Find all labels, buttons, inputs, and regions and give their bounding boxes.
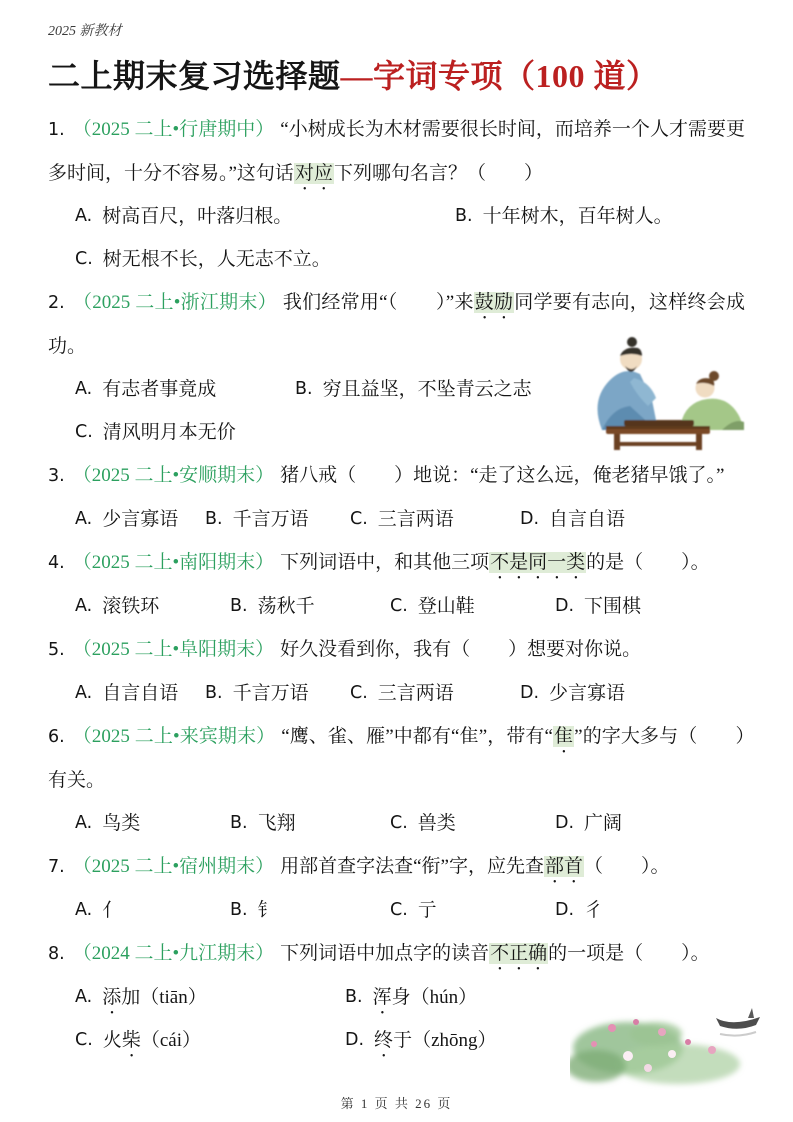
- question-text-segment: 下列词语中，和其他三项: [280, 551, 490, 573]
- question-5: [48, 628, 745, 715]
- option-key: D.: [555, 812, 575, 833]
- option-text: 千言万语: [232, 682, 309, 704]
- page-footer: 第 1 页 共 26 页: [340, 1096, 453, 1111]
- question-citation: （2025 二上•安顺期末）: [72, 464, 275, 486]
- option-c: [350, 498, 520, 541]
- option-text: 彳: [584, 899, 604, 921]
- highlighted-term: 隹: [553, 725, 574, 747]
- option-a: [75, 195, 455, 238]
- question-8-text: [48, 932, 745, 976]
- option-a: [75, 498, 205, 541]
- option-key: A.: [75, 508, 93, 529]
- question-2-text: [48, 281, 745, 368]
- option-key: A.: [75, 682, 93, 703]
- option-key: B.: [205, 682, 223, 703]
- question-number: 6.: [48, 726, 65, 747]
- question-5-options: [48, 672, 745, 715]
- option-key: B.: [230, 812, 248, 833]
- question-citation: （2025 二上•阜阳期末）: [72, 638, 275, 660]
- option-text: 自言自语: [549, 508, 626, 530]
- option-key: C.: [350, 508, 368, 529]
- option-b: [230, 802, 390, 845]
- option-text-segment: 于（zhōng）: [393, 1029, 497, 1051]
- option-text: 少言寡语: [549, 682, 626, 704]
- question-number: 2.: [48, 292, 65, 313]
- option-key: C.: [390, 595, 408, 616]
- question-2-options-row-2: [48, 411, 745, 454]
- option-text: 滚铁环: [102, 595, 160, 617]
- dotted-character: 添: [102, 986, 122, 1008]
- option-key: B.: [455, 205, 473, 226]
- title-main: 二上期末复习选择题: [48, 58, 341, 94]
- option-text: 广阔: [584, 812, 623, 834]
- question-text-segment: 下列词语中加点字的读音: [280, 942, 490, 964]
- option-b: [205, 672, 350, 715]
- title-accent: —字词专项（100 道）: [340, 58, 659, 94]
- option-key: C.: [350, 682, 368, 703]
- option-text: 少言寡语: [102, 508, 179, 530]
- option-text: [373, 976, 478, 1019]
- option-d: [520, 672, 625, 715]
- option-key: A.: [75, 205, 93, 226]
- option-text: 自言自语: [102, 682, 179, 704]
- question-4-options: [48, 585, 745, 628]
- option-text-segment: （cái）: [140, 1029, 201, 1051]
- question-6-options: [48, 802, 745, 845]
- highlighted-term: 不是同一类: [490, 551, 586, 573]
- option-c: [390, 585, 555, 628]
- question-8: [48, 932, 745, 1062]
- question-5-text: [48, 628, 745, 672]
- option-key: B.: [205, 508, 223, 529]
- question-8-options-row-2: [48, 1019, 745, 1062]
- option-text-segment: 加（tiān）: [121, 986, 207, 1008]
- edition-label: 2025 新教材: [48, 24, 122, 39]
- option-b: [295, 368, 532, 411]
- option-d: [345, 1019, 497, 1062]
- option-c: [350, 672, 520, 715]
- option-b: [345, 976, 477, 1019]
- option-key: A.: [75, 595, 93, 616]
- option-text: 下围棋: [584, 595, 642, 617]
- option-b: [205, 498, 350, 541]
- question-7-text: [48, 845, 745, 889]
- option-text: 三言两语: [377, 682, 454, 704]
- option-a: [75, 976, 345, 1019]
- question-8-options-row-1: [48, 976, 745, 1019]
- option-c: [75, 1019, 345, 1062]
- option-key: D.: [345, 1029, 365, 1050]
- option-text: 清风明月本无价: [102, 421, 236, 443]
- option-a: [75, 585, 230, 628]
- question-number: 7.: [48, 856, 65, 877]
- option-text-segment: 身（hún）: [391, 986, 478, 1008]
- option-key: A.: [75, 899, 93, 920]
- question-citation: （2025 二上•来宾期末）: [72, 725, 276, 747]
- dotted-character: 柴: [121, 1029, 141, 1051]
- option-text: 荡秋千: [257, 595, 315, 617]
- option-b: [230, 889, 390, 932]
- question-4: [48, 541, 745, 628]
- question-citation: （2025 二上•浙江期末）: [72, 291, 277, 313]
- option-text: [102, 976, 207, 1019]
- question-number: 8.: [48, 943, 65, 964]
- option-key: A.: [75, 378, 93, 399]
- option-key: C.: [390, 812, 408, 833]
- question-citation: （2025 二上•宿州期末）: [72, 855, 275, 877]
- option-text: 兽类: [417, 812, 456, 834]
- option-text: 穷且益坚，不坠青云之志: [322, 378, 532, 400]
- option-c: [75, 411, 236, 454]
- option-c: [75, 238, 331, 281]
- question-1-text: [48, 108, 745, 195]
- question-number: 5.: [48, 639, 65, 660]
- question-2-options-row-1: [48, 368, 745, 411]
- question-6-text: [48, 715, 745, 802]
- option-text: 鸟类: [102, 812, 141, 834]
- question-3-text: [48, 454, 745, 498]
- option-c: [390, 802, 555, 845]
- question-6: [48, 715, 745, 845]
- question-7: [48, 845, 745, 932]
- option-key: B.: [345, 986, 363, 1007]
- question-1-options-row-1: [48, 195, 745, 238]
- option-d: [520, 498, 625, 541]
- option-text: 树无根不长，人无志不立。: [102, 248, 331, 270]
- question-1: [48, 108, 745, 281]
- question-text-segment: “小树成长为木材需要很长时间，而培养一个人才需要更多时间，十分不容易。”这句话: [48, 118, 745, 184]
- option-text: 钅: [257, 899, 277, 921]
- question-4-text: [48, 541, 745, 585]
- page-title: [48, 56, 745, 98]
- option-d: [555, 802, 622, 845]
- question-7-options: [48, 889, 745, 932]
- question-3: [48, 454, 745, 541]
- option-key: B.: [295, 378, 313, 399]
- question-text-segment: 猪八戒（ ）地说：“走了这么远，俺老猪早饿了。”: [280, 464, 725, 486]
- option-key: D.: [520, 682, 540, 703]
- option-text: 亻: [102, 899, 122, 921]
- option-key: C.: [390, 899, 408, 920]
- option-key: A.: [75, 812, 93, 833]
- option-b: [455, 195, 673, 238]
- option-key: B.: [230, 595, 248, 616]
- option-a: [75, 368, 295, 411]
- question-text-segment: 的是（ ）。: [586, 551, 710, 573]
- option-key: C.: [75, 1029, 93, 1050]
- option-key: D.: [555, 595, 575, 616]
- question-text-segment: （ ）。: [584, 855, 670, 877]
- question-text-segment: “鹰、雀、雁”中都有“隹”，带有“: [281, 725, 553, 747]
- question-citation: （2024 二上•九江期末）: [72, 942, 275, 964]
- option-d: [555, 889, 603, 932]
- option-text: 飞翔: [257, 812, 296, 834]
- question-1-options-row-2: [48, 238, 745, 281]
- highlighted-term: 部首: [544, 855, 583, 877]
- dotted-character: 浑: [372, 986, 392, 1008]
- option-key: D.: [520, 508, 540, 529]
- option-c: [390, 889, 555, 932]
- option-key: C.: [75, 421, 93, 442]
- option-a: [75, 672, 205, 715]
- option-text: 三言两语: [377, 508, 454, 530]
- option-key: D.: [555, 899, 575, 920]
- highlighted-term: 鼓励: [474, 291, 514, 313]
- dotted-character: 终: [374, 1029, 394, 1051]
- question-citation: （2025 二上•南阳期末）: [72, 551, 275, 573]
- highlighted-term: 对应: [294, 162, 333, 184]
- option-text: [374, 1019, 496, 1062]
- option-text-segment: 火: [102, 1029, 122, 1051]
- option-text: 千言万语: [232, 508, 309, 530]
- question-number: 4.: [48, 552, 65, 573]
- option-text: 树高百尺，叶落归根。: [102, 205, 293, 227]
- question-3-options: [48, 498, 745, 541]
- option-b: [230, 585, 390, 628]
- option-key: C.: [75, 248, 93, 269]
- option-text: 登山鞋: [417, 595, 475, 617]
- question-number: 3.: [48, 465, 65, 486]
- option-text: [103, 1019, 201, 1062]
- question-text-segment: 用部首查字法查“衔”字，应先查: [280, 855, 544, 877]
- question-text-segment: 好久没看到你，我有（ ）想要对你说。: [280, 638, 642, 660]
- question-text-segment: ”的字大多与（ ）有关。: [48, 725, 745, 791]
- option-text: 亍: [417, 899, 437, 921]
- option-text: 十年树木，百年树人。: [482, 205, 673, 227]
- option-a: [75, 889, 230, 932]
- question-text-segment: 下列哪句名言？（ ）: [333, 162, 543, 184]
- question-citation: （2025 二上•行唐期中）: [72, 118, 275, 140]
- option-text: 有志者事竟成: [102, 378, 217, 400]
- option-a: [75, 802, 230, 845]
- question-text-segment: 我们经常用“（ ）”来: [282, 291, 474, 313]
- question-text-segment: 同学要有志向，这样终会成功。: [48, 291, 745, 357]
- option-key: A.: [75, 986, 93, 1007]
- option-key: B.: [230, 899, 248, 920]
- question-number: 1.: [48, 119, 65, 140]
- option-d: [555, 585, 641, 628]
- question-text-segment: 的一项是（ ）。: [548, 942, 710, 964]
- highlighted-term: 不正确: [490, 942, 548, 964]
- question-2: [48, 281, 745, 454]
